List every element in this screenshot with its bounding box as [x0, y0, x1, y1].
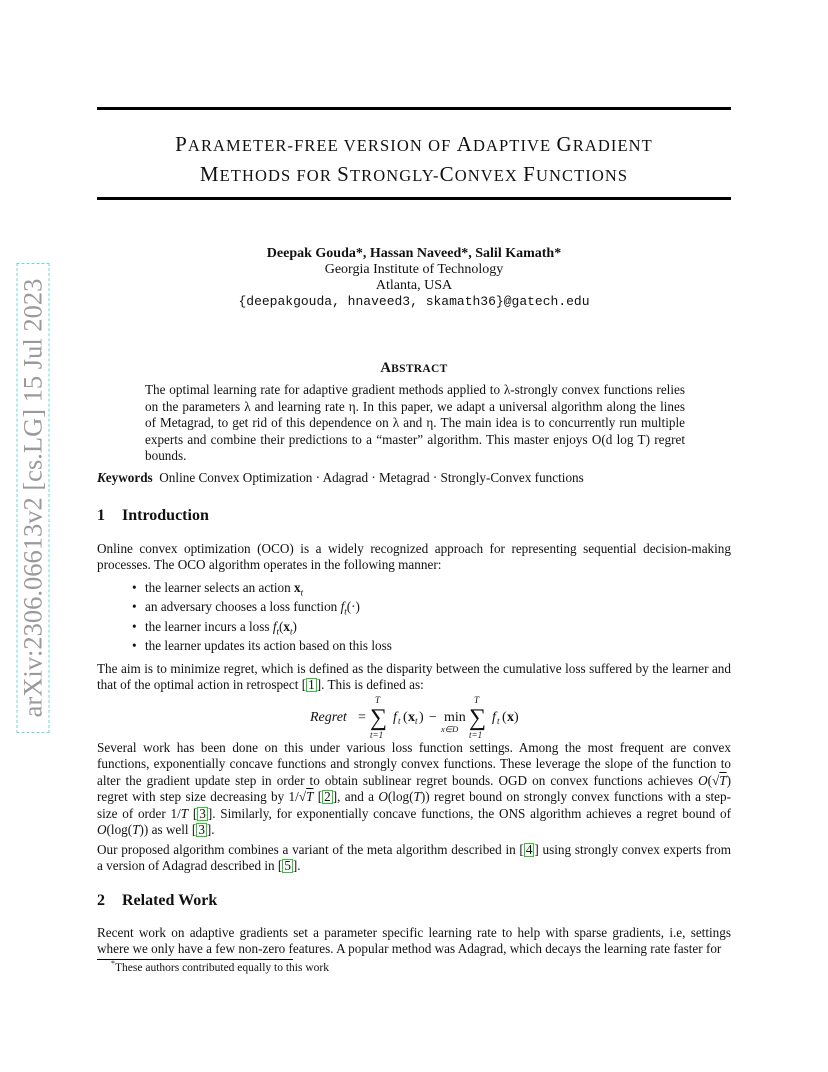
title-text-run: S [337, 162, 350, 186]
keywords-label-initial: K [97, 470, 106, 485]
list-item-text: an adversary chooses a loss function [145, 599, 338, 615]
comparator-vector: x [507, 710, 514, 725]
abstract-heading [97, 360, 731, 377]
list-item: • the learner incurs a loss $f_t(x_t)$ [118, 617, 678, 636]
loss-argument-open: ( [403, 710, 408, 725]
list-item-text: the learner selects an action [145, 580, 291, 595]
section-heading-introduction [97, 507, 209, 525]
author-block [97, 246, 731, 310]
citation-link[interactable]: 2 [324, 789, 331, 805]
title-text-run: M [199, 162, 220, 186]
section-number: 2 [97, 892, 105, 909]
intro-paragraph-1: Online convex optimization (OCO) is a widely recognized approach for representing sequential decision-making processes. The OCO algorithm operates in the following manner: [97, 541, 731, 573]
author-names: Deepak Gouda*, Hassan Naveed*, Salil Kamath* [266, 246, 562, 261]
text-run: regret bound on strongly convex functions with a step-size of order [97, 789, 731, 821]
footnote-mark: * [111, 959, 115, 969]
intro-paragraph-3: Several work has been done on this under various loss function settings. Among the most frequent are convex functions, exponentially concave functions and strongly convex functions. These leverage the slope of the function to alter the gradient update step in order to obtain sublinear regret bounds. OGD on convex functions achieves O(√T) regret with step size decreasing by 1/√T [ 2 ], and a O(log(T)) regret bound on strongly convex functions with a step-size of order 1/T [ 3 ]. Similarly, for exponentially concave functions, the ONS algorithm achieves a regret bound of O(log(T)) as well [ 3 ]. [97, 740, 732, 838]
paper-title [97, 130, 731, 190]
citation-link[interactable]: 3 [198, 822, 205, 838]
title-top-rule [97, 107, 731, 110]
intro-paragraph-2: The aim is to minimize regret, which is defined as the disparity between the cumulative loss suffered by the learner and that of the optimal action in retrospect [ 1 ]. This is defined as: [97, 661, 731, 693]
sum-lower-limit: t=1 [370, 730, 384, 740]
oco-steps-list [118, 578, 678, 655]
loss-term: f [492, 710, 496, 725]
text-run: , and a [337, 789, 375, 805]
title-text-run: TRONGLY- [349, 166, 440, 185]
footnote [111, 959, 329, 974]
text-run: using strongly convex experts from a version of Adagrad described in [97, 842, 731, 874]
min-subscript: x∈D [441, 724, 459, 734]
title-text-run: ARAMETER-FREE VERSION OF [187, 136, 457, 155]
list-item: • the learner selects an action $x_t$ [118, 578, 678, 597]
minus-sign: − [429, 710, 437, 725]
arxiv-side-stamp [15, 263, 51, 733]
summation-sign: ∑ [370, 705, 388, 731]
title-text-run: UNCTIONS [535, 166, 629, 185]
section-number: 1 [97, 507, 105, 524]
action-vector: x [408, 710, 415, 725]
title-text-run: C [439, 162, 455, 186]
min-operator: min [444, 710, 466, 725]
intro-paragraph-4: Our proposed algorithm combines a variant of the meta algorithm described in [ 4 ] using strongly convex experts from a version of Adagrad described in [ 5 ]. [97, 842, 731, 874]
text-run: Several work has been done on this under various loss function settings. Among the most frequent are convex functions, exponentially concave functions and strongly convex functions. These leverage the slope of the function to alter the gradient update step in order to obtain sublinear regret bounds. OGD on convex functions achieves [97, 740, 731, 788]
citation-link[interactable]: 4 [525, 842, 533, 857]
title-line-1 [97, 130, 731, 160]
title-text-run: ETHODS FOR [219, 166, 338, 185]
text-run: . This is defined as: [321, 677, 424, 693]
equation-lhs: Regret [310, 710, 347, 725]
loss-term-subscript: t [497, 716, 500, 726]
citation-link[interactable]: 5 [284, 858, 291, 874]
related-paragraph-1: Recent work on adaptive gradients set a parameter specific learning rate to help with sparse gradients, i.e, settings where we only have a few non-zero features. A popular method was Adagrad, which decays the learning rate faster for [97, 925, 731, 957]
title-text-run: RADIENT [572, 136, 653, 155]
list-item-text: the learner updates its action based on this loss [145, 637, 392, 653]
equals-sign: = [358, 710, 366, 725]
title-text-run: ONVEX [454, 166, 524, 185]
title-text-run: F [523, 162, 536, 186]
text-run: . Similarly, for exponentially concave functions, the ONS algorithm achieves a regret bound of [212, 805, 731, 821]
loss-term: f [393, 710, 397, 725]
loss-argument-open: ( [502, 710, 507, 725]
citation-link[interactable]: 1 [308, 677, 315, 693]
list-item-text: the learner incurs a loss [145, 618, 270, 634]
title-text-run: DAPTIVE [472, 136, 557, 155]
abstract-heading-initial: A [380, 360, 392, 376]
title-line-2 [97, 160, 731, 190]
author-emails: {deepakgouda, hnaveed3, skamath36}@gatech.edu [238, 294, 590, 309]
keywords-line [97, 470, 731, 486]
section-title: Introduction [122, 507, 209, 524]
footnote-text: These authors contributed equally to this work [115, 962, 329, 974]
title-bottom-rule [97, 197, 731, 200]
citation-link[interactable]: 3 [199, 805, 206, 821]
affiliation: Georgia Institute of Technology [324, 262, 504, 277]
title-text-run: A [456, 132, 473, 156]
sum-lower-limit: t=1 [469, 730, 483, 740]
section-heading-related-work [97, 892, 217, 910]
text-run: as well [151, 822, 189, 838]
loss-argument-close: ) [514, 710, 519, 725]
footnote-rule [97, 959, 293, 960]
sum-upper-limit: T [474, 695, 480, 705]
loss-term-subscript: t [398, 716, 401, 726]
keywords-text: Online Convex Optimization · Adagrad · Metagrad · Strongly-Convex functions [159, 470, 584, 485]
arxiv-identifier[interactable]: arXiv:2306.06613v2 [cs.LG] 15 Jul 2023 [17, 263, 50, 733]
loss-argument-close: ) [419, 710, 424, 725]
action-subscript: t [415, 716, 418, 726]
title-text-run: P [175, 132, 188, 156]
abstract-text: The optimal learning rate for adaptive gradient methods applied to λ-strongly convex functions relies on the parameters λ and learning rate η. In this paper, we adapt a universal algorithm along the lines of Metagrad, to get rid of this dependence on λ and η. The main idea is to concurrently run multiple experts and combine their predictions to a “master” algorithm. This master enjoys O(d log T) regret bounds. [145, 382, 685, 463]
list-item: • an adversary chooses a loss function $f_t(\cdot)$ [118, 597, 678, 616]
section-title: Related Work [122, 892, 218, 909]
title-text-run: G [556, 132, 573, 156]
summation-sign: ∑ [469, 705, 487, 731]
text-run: regret with step size decreasing by [97, 789, 285, 805]
regret-equation [310, 694, 550, 740]
location: Atlanta, USA [375, 278, 453, 293]
sum-upper-limit: T [375, 695, 381, 705]
list-item [118, 636, 678, 655]
text-run: Our proposed algorithm combines a variant of the meta algorithm described in [97, 842, 516, 857]
abstract-heading-rest: BSTRACT [391, 363, 448, 375]
keywords-label-rest: eywords [105, 470, 153, 485]
text-run: The aim is to minimize regret, which is defined as the disparity between the cumulative loss suffered by the learner and that of the optimal action in retrospect [97, 661, 731, 693]
